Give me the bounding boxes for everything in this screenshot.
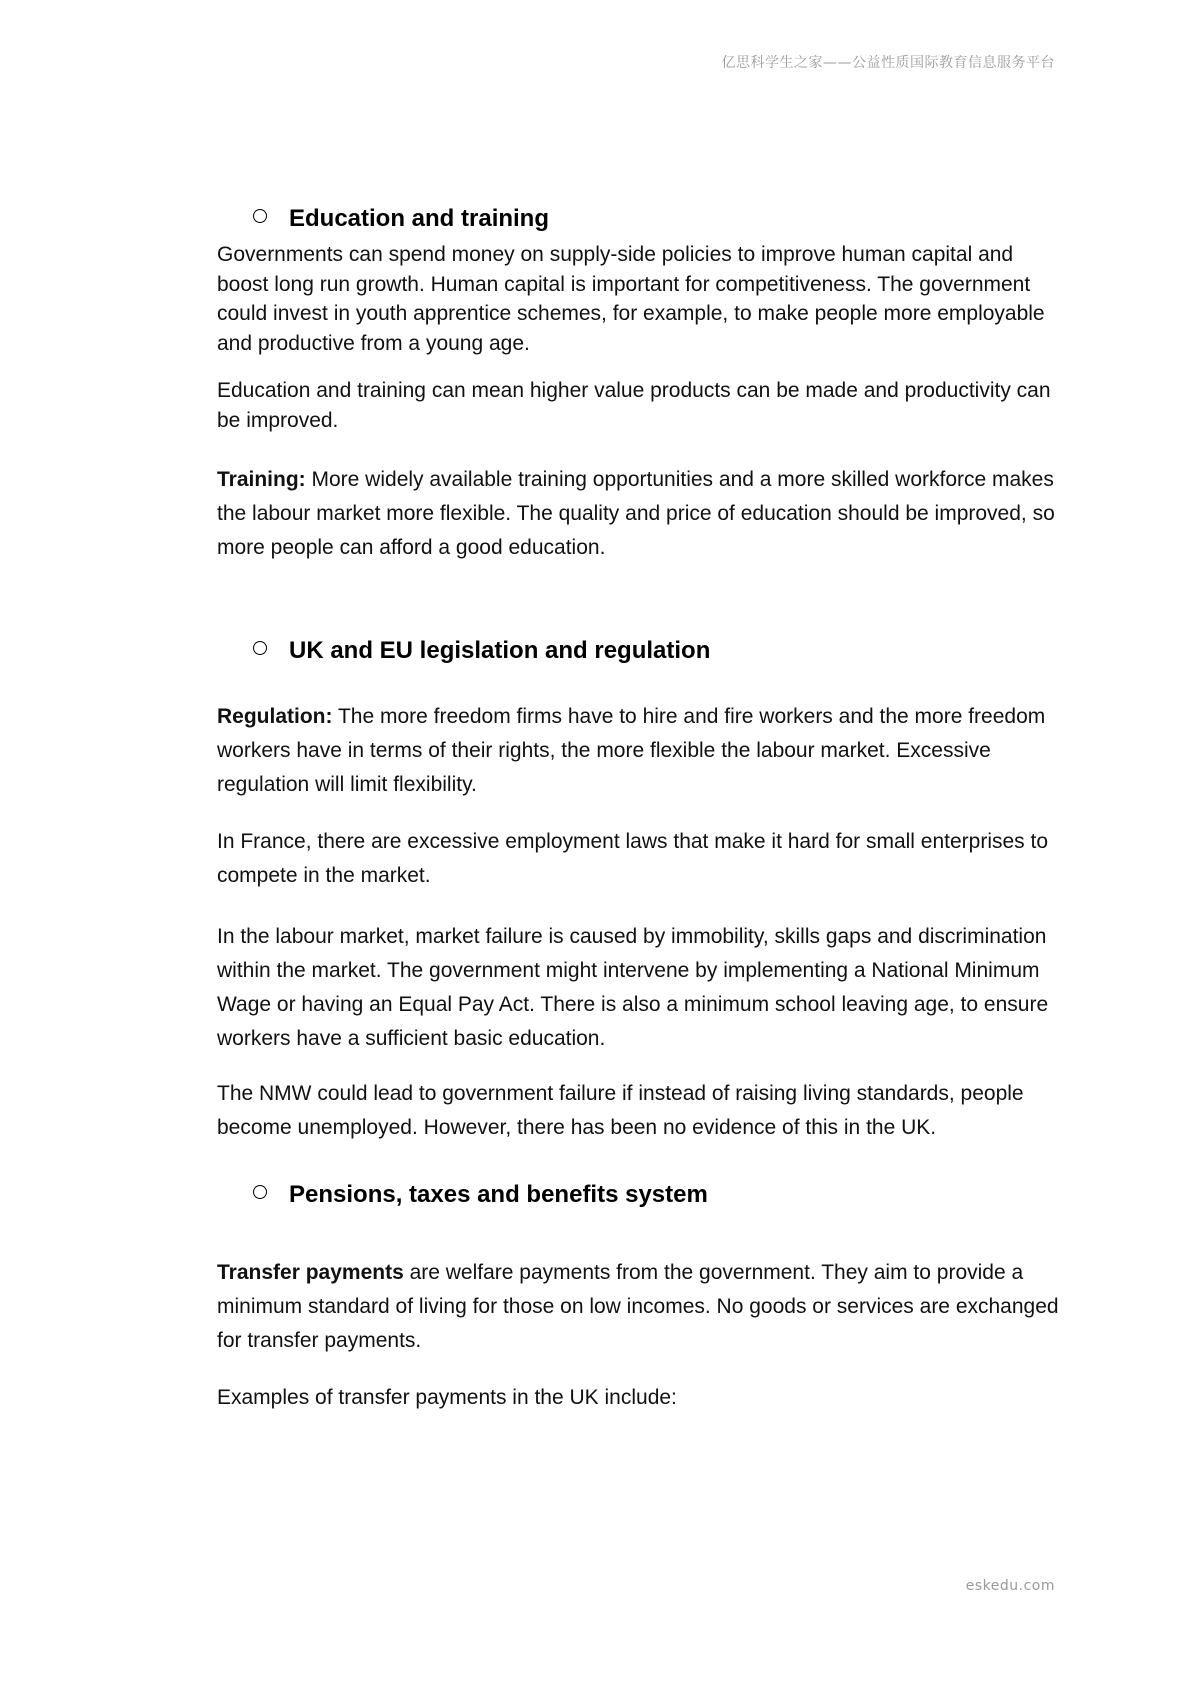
paragraph-text: The more freedom firms have to hire and fire workers and the more freedom workers have in terms of their rights, the more flexible the labour market. Excessive regulation will limit flexibility. [217, 705, 1046, 796]
paragraph-regulation [217, 700, 1067, 802]
section-heading-text: Pensions, taxes and benefits system [289, 1181, 708, 1208]
paragraph: Examples of transfer payments in the UK include: [217, 1386, 677, 1409]
bold-label-training: Training: [217, 468, 306, 491]
paragraph: In the labour market, market failure is caused by immobility, skills gaps and discrimination within the market. The government might intervene by implementing a National Minimum Wage or having an Equal Pay Act. There is also a minimum school leaving age, to ensure workers have a sufficient basic education. [217, 925, 1049, 1050]
paragraph: The NMW could lead to government failure if instead of raising living standards, people become unemployed. However, there has been no evidence of this in the UK. [217, 1082, 1024, 1139]
paragraph-transfer [217, 1256, 1067, 1358]
paragraph: In France, there are excessive employment laws that make it hard for small enterprises to compete in the market. [217, 830, 1049, 887]
section-heading-text: Education and training [289, 205, 550, 232]
paragraph: Governments can spend money on supply-side policies to improve human capital and boost long run growth. Human capital is important for competitiveness. The government could invest in youth apprentice schemes, for example, to make people more employable and productive from a young age. [217, 243, 1045, 355]
paragraph-text: More widely available training opportunities and a more skilled workforce makes the labour market more flexible. The quality and price of education should be improved, so more people can afford a good education. [217, 468, 1055, 559]
paragraph: Education and training can mean higher value products can be made and productivity can be improved. [217, 379, 1051, 432]
section-heading-text: UK and EU legislation and regulation [289, 637, 711, 664]
bold-label-regulation: Regulation: [217, 705, 333, 728]
page-footer: eskedu.com [965, 1578, 1055, 1594]
page-header: 亿思科学生之家——公益性质国际教育信息服务平台 [721, 55, 1055, 71]
bold-label-transfer: Transfer payments [217, 1261, 404, 1284]
hollow-circle-bullet-icon [253, 1185, 267, 1199]
paragraph-text: are welfare payments from the government. They aim to provide a minimum standard of living for those on low incomes. No goods or services are exchanged for transfer payments. [217, 1261, 1059, 1352]
paragraph-training [217, 463, 1067, 565]
hollow-circle-bullet-icon [253, 209, 267, 223]
hollow-circle-bullet-icon [253, 641, 267, 655]
